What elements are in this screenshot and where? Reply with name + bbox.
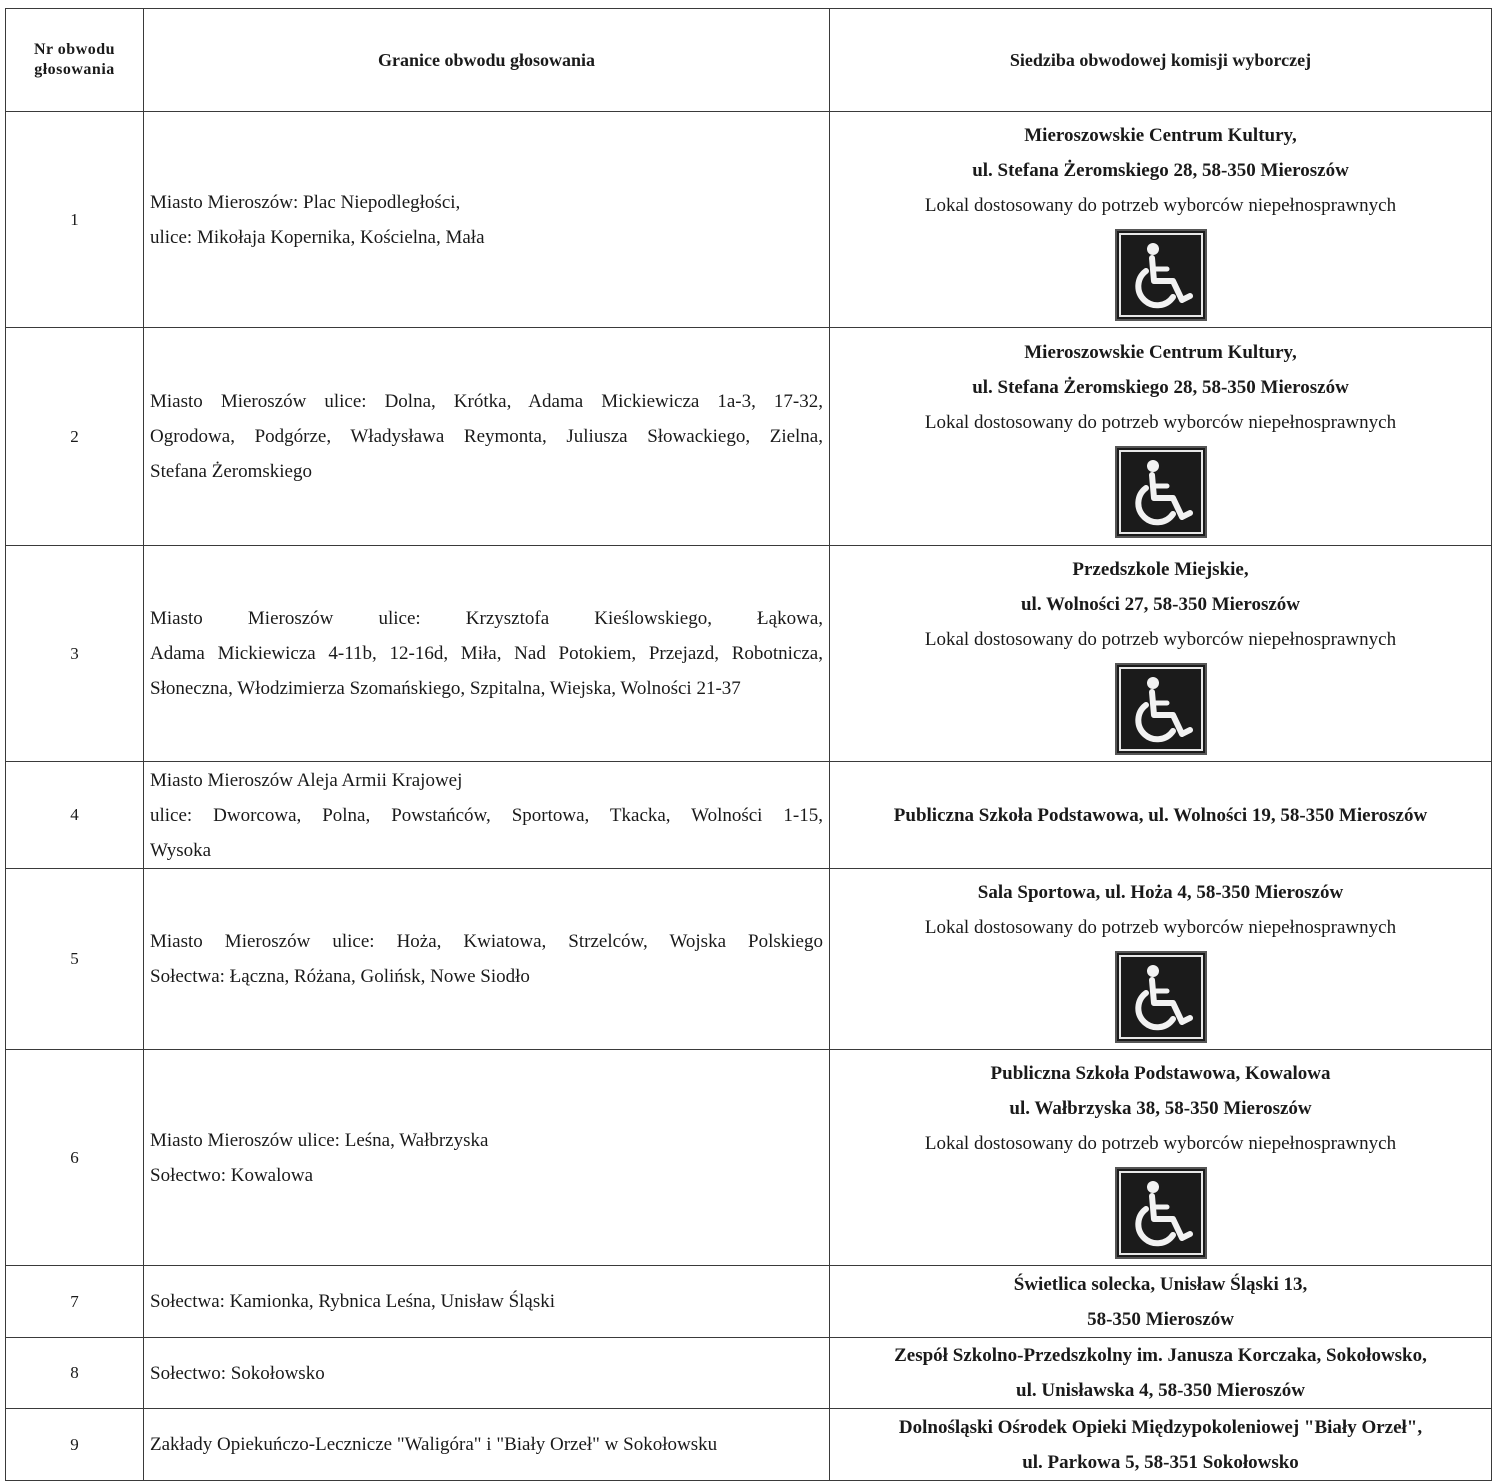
boundary-line: Miasto Mieroszów ulice: Dolna, Krótka, Adama Mickiewicza 1a-3, 17-32, — [150, 391, 823, 412]
boundary-line: Miasto Mieroszów: Plac Niepodległości, — [150, 191, 461, 213]
table-row — [6, 1338, 1492, 1409]
boundary-line: Miasto Mieroszów ulice: Leśna, Wałbrzyska — [150, 1129, 489, 1151]
seat-name: Publiczna Szkoła Podstawowa, Kowalowa — [990, 1063, 1331, 1084]
boundary-line: Stefana Żeromskiego — [150, 461, 312, 482]
seat-address: 58-350 Mieroszów — [1087, 1308, 1234, 1330]
boundary-line: Sołectwo: Kowalowa — [150, 1164, 314, 1186]
wheelchair-accessibility-icon — [1115, 229, 1207, 321]
district-number: 9 — [6, 1409, 144, 1481]
boundary-line: Zakłady Opiekuńczo-Lecznicze "Waligóra" i "Biały Orzeł" w Sokołowsku — [150, 1434, 718, 1455]
seat-name: Publiczna Szkoła Podstawowa, ul. Wolności 19, 58-350 Mieroszów — [893, 804, 1428, 826]
table-row — [6, 1266, 1492, 1338]
boundary-line: Miasto Mieroszów ulice: Hoża, Kwiatowa, Strzelców, Wojska Polskiego — [150, 931, 823, 952]
seat-address: ul. Unisławska 4, 58-350 Mieroszów — [1016, 1380, 1305, 1401]
header-siedziba: Siedziba obwodowej komisji wyborczej — [830, 9, 1492, 112]
boundary-line: Miasto Mieroszów Aleja Armii Krajowej — [150, 769, 463, 791]
district-boundaries — [144, 762, 830, 869]
district-number: 4 — [6, 762, 144, 869]
boundary-line: Wysoka — [150, 839, 212, 861]
boundary-line: ulice: Dworcowa, Polna, Powstańców, Sportowa, Tkacka, Wolności 1-15, — [150, 804, 823, 826]
district-boundaries — [144, 1266, 830, 1338]
boundary-line: Słoneczna, Włodzimierza Szomańskiego, Szpitalna, Wiejska, Wolności 21-37 — [150, 678, 741, 699]
commission-seat — [830, 762, 1492, 869]
district-number: 2 — [6, 328, 144, 546]
boundary-line: Ogrodowa, Podgórze, Władysława Reymonta, Juliusza Słowackiego, Zielna, — [150, 426, 823, 447]
commission-seat — [830, 1050, 1492, 1266]
seat-address: ul. Stefana Żeromskiego 28, 58-350 Mieroszów — [972, 160, 1349, 181]
seat-address: ul. Stefana Żeromskiego 28, 58-350 Mieroszów — [972, 377, 1349, 398]
boundary-line: Adama Mickiewicza 4-11b, 12-16d, Miła, Nad Potokiem, Przejazd, Robotnicza, — [150, 643, 823, 664]
seat-name: Mieroszowskie Centrum Kultury, — [1024, 125, 1297, 146]
seat-name: Świetlica solecka, Unisław Śląski 13, — [1013, 1273, 1308, 1295]
header-nr-line1: Nr obwodu — [33, 41, 116, 58]
district-boundaries — [144, 546, 830, 762]
table-row — [6, 546, 1492, 762]
table-row — [6, 1050, 1492, 1266]
table-row — [6, 762, 1492, 869]
table-row — [6, 328, 1492, 546]
wheelchair-accessibility-icon — [1115, 951, 1207, 1043]
accessible-note: Lokal dostosowany do potrzeb wyborców niepełnosprawnych — [924, 917, 1397, 938]
commission-seat — [830, 112, 1492, 328]
accessible-note: Lokal dostosowany do potrzeb wyborców niepełnosprawnych — [924, 195, 1397, 216]
commission-seat — [830, 546, 1492, 762]
table-header-row — [6, 9, 1492, 112]
commission-seat — [830, 869, 1492, 1050]
seat-name: Dolnośląski Ośrodek Opieki Międzypokoleniowej "Biały Orzeł", — [898, 1416, 1423, 1438]
accessible-note: Lokal dostosowany do potrzeb wyborców niepełnosprawnych — [924, 1133, 1397, 1154]
district-boundaries — [144, 328, 830, 546]
wheelchair-accessibility-icon — [1115, 446, 1207, 538]
district-boundaries — [144, 1338, 830, 1409]
table-row — [6, 1409, 1492, 1481]
commission-seat — [830, 1409, 1492, 1481]
accessible-note: Lokal dostosowany do potrzeb wyborców niepełnosprawnych — [924, 629, 1397, 650]
district-number: 3 — [6, 546, 144, 762]
seat-name: Sala Sportowa, ul. Hoża 4, 58-350 Mieroszów — [977, 882, 1344, 903]
electoral-districts-table — [5, 8, 1492, 1481]
district-number: 6 — [6, 1050, 144, 1266]
wheelchair-accessibility-icon — [1115, 1167, 1207, 1259]
table-row — [6, 112, 1492, 328]
district-boundaries — [144, 1050, 830, 1266]
boundary-line: Sołectwa: Łączna, Różana, Golińsk, Nowe Siodło — [150, 966, 530, 987]
seat-name: Zespół Szkolno-Przedszkolny im. Janusza Korczaka, Sokołowsko, — [894, 1345, 1427, 1366]
district-boundaries — [144, 869, 830, 1050]
seat-address: ul. Wolności 27, 58-350 Mieroszów — [1020, 594, 1301, 615]
wheelchair-accessibility-icon — [1115, 663, 1207, 755]
district-number: 1 — [6, 112, 144, 328]
district-number: 8 — [6, 1338, 144, 1409]
boundary-line: Sołectwo: Sokołowsko — [150, 1362, 325, 1384]
header-granice: Granice obwodu głosowania — [144, 9, 830, 112]
commission-seat — [830, 1266, 1492, 1338]
seat-name: Mieroszowskie Centrum Kultury, — [1024, 342, 1297, 363]
district-boundaries — [144, 112, 830, 328]
table-row — [6, 869, 1492, 1050]
boundary-line: Sołectwa: Kamionka, Rybnica Leśna, Unisław Śląski — [150, 1291, 556, 1312]
district-number: 7 — [6, 1266, 144, 1338]
commission-seat — [830, 1338, 1492, 1409]
seat-name: Przedszkole Miejskie, — [1072, 559, 1249, 580]
seat-address: ul. Parkowa 5, 58-351 Sokołowsko — [1022, 1451, 1299, 1473]
boundary-line: Miasto Mieroszów ulice: Krzysztofa Kieślowskiego, Łąkowa, — [150, 608, 823, 629]
seat-address: ul. Wałbrzyska 38, 58-350 Mieroszów — [1009, 1098, 1312, 1119]
district-boundaries — [144, 1409, 830, 1481]
header-nr-line2: głosowania — [34, 61, 115, 78]
district-number: 5 — [6, 869, 144, 1050]
accessible-note: Lokal dostosowany do potrzeb wyborców niepełnosprawnych — [924, 412, 1397, 433]
commission-seat — [830, 328, 1492, 546]
header-nr — [6, 9, 144, 112]
boundary-line: ulice: Mikołaja Kopernika, Kościelna, Mała — [150, 226, 485, 248]
